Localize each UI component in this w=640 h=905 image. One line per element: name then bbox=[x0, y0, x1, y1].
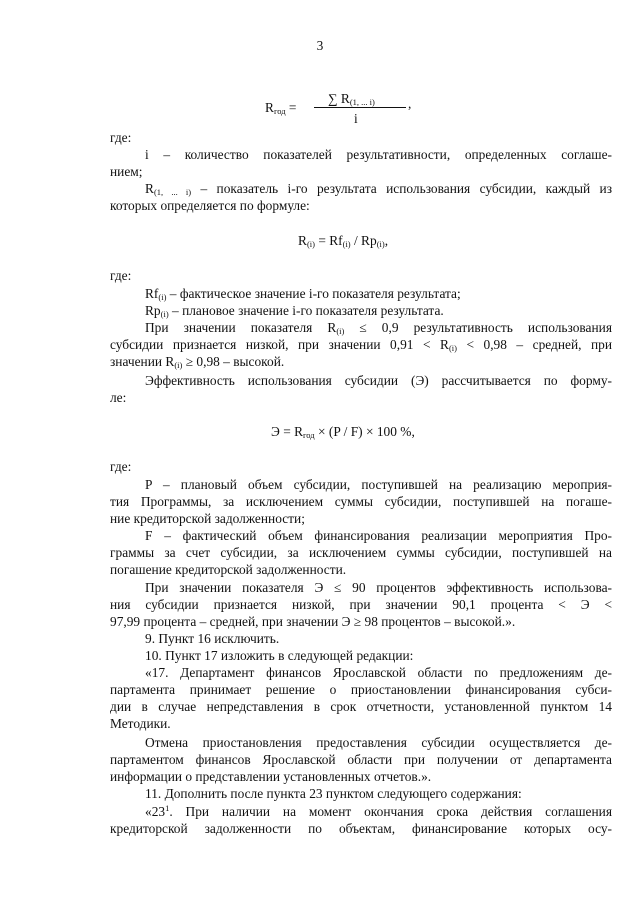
formula-numerator: ∑ R bbox=[328, 91, 350, 106]
text-line: P – плановый объем субсидии, поступившей на реализацию мероприя- bbox=[145, 477, 612, 492]
text-line: граммы за счет субсидии, за исключением суммы субсидии, поступившей на bbox=[110, 545, 612, 560]
where-label-2: где: bbox=[110, 268, 132, 283]
text-line: 97,99 процента – средней, при значении Э ≥ 98 процентов – высокой.». bbox=[110, 614, 516, 629]
text-line: кредиторской задолженности по объектам, финансирование которых осу- bbox=[110, 821, 612, 836]
text-line: ле: bbox=[110, 390, 127, 405]
where-label-3: где: bbox=[110, 459, 132, 474]
text-line: погашение кредиторской задолженности. bbox=[110, 562, 347, 577]
page-number: 3 bbox=[316, 38, 324, 53]
text-line: 11. Дополнить после пункта 23 пунктом следующего содержания: bbox=[145, 786, 522, 801]
text-line: $R_{(1, ... i)}$ – показатель i-го результата использования субсидии, каждый из bbox=[145, 181, 612, 197]
text-line: ния субсидии признается низкой, при значении 90,1 процента < Э < bbox=[110, 597, 612, 612]
text-line: партаментом финансов Ярославской области при получении от департамента bbox=[110, 752, 612, 767]
text-line: Методики. bbox=[110, 716, 171, 731]
text-line: 10. Пункт 17 изложить в следующей редакции: bbox=[145, 648, 414, 663]
text-line: При значении показателя $R_{(i)} \le 0,9$ результативность использования bbox=[145, 320, 612, 336]
formula-trailing-comma: , bbox=[408, 96, 412, 111]
text-line: 9. Пункт 16 исключить. bbox=[145, 631, 280, 646]
formula-r-i: $R_{(i)} = Rf_{(i)} / Rp_{(i)}$, bbox=[298, 233, 389, 249]
text-line: «17. Департамент финансов Ярославской области по предложениям де- bbox=[145, 665, 612, 680]
formula-lhs-sub: год bbox=[273, 106, 286, 116]
text-line: дии в случае непредставления в срок отчетности, установленной пунктом 14 bbox=[110, 699, 612, 714]
fraction-bar bbox=[314, 107, 406, 108]
text-line: Эффективность использования субсидии (Э) рассчитывается по форму- bbox=[145, 373, 612, 388]
text-line: значении $R_{(i)} \ge 0,98$ – высокой. bbox=[110, 354, 285, 370]
formula-numerator-sub: (1, ... i) bbox=[349, 97, 375, 107]
text-line: Отмена приостановления предоставления субсидии осуществляется де- bbox=[145, 735, 612, 750]
formula-lhs: R bbox=[265, 100, 274, 115]
text-line: информации о представлении установленных отчетов.». bbox=[110, 769, 432, 784]
formula-efficiency: $Э = R_{год} \times (P / F) \times 100$ %, bbox=[271, 424, 415, 440]
text-line: F – фактический объем финансирования реализации мероприятия Про- bbox=[145, 528, 612, 543]
text-line: субсидии признается низкой, при значении $0,91 < R_{(i)} < 0,98$ – средней, при bbox=[110, 337, 612, 353]
text-line: $Rp_{(i)}$ – плановое значение i-го показателя результата. bbox=[145, 303, 444, 319]
text-line: i – количество показателей результативности, определенных соглаше- bbox=[145, 147, 612, 162]
formula-equals: = bbox=[288, 100, 297, 115]
text-line: нием; bbox=[110, 164, 143, 179]
text-line: партамента принимает решение о приостановлении финансирования субси- bbox=[110, 682, 612, 697]
text-line: ние кредиторской задолженности; bbox=[110, 511, 305, 526]
text-line: «$23^1$. При наличии на момент окончания срока действия соглашения bbox=[145, 803, 612, 819]
text-line: которых определяется по формуле: bbox=[110, 198, 310, 213]
where-label-1: где: bbox=[110, 130, 132, 145]
text-line: тия Программы, за исключением суммы субсидии, поступившей на погаше- bbox=[110, 494, 612, 509]
formula-denominator: i bbox=[354, 111, 358, 126]
text-line: $Rf_{(i)}$ – фактическое значение i-го показателя результата; bbox=[145, 286, 461, 302]
text-line: При значении показателя Э ≤ 90 процентов эффективность использова- bbox=[145, 580, 612, 595]
